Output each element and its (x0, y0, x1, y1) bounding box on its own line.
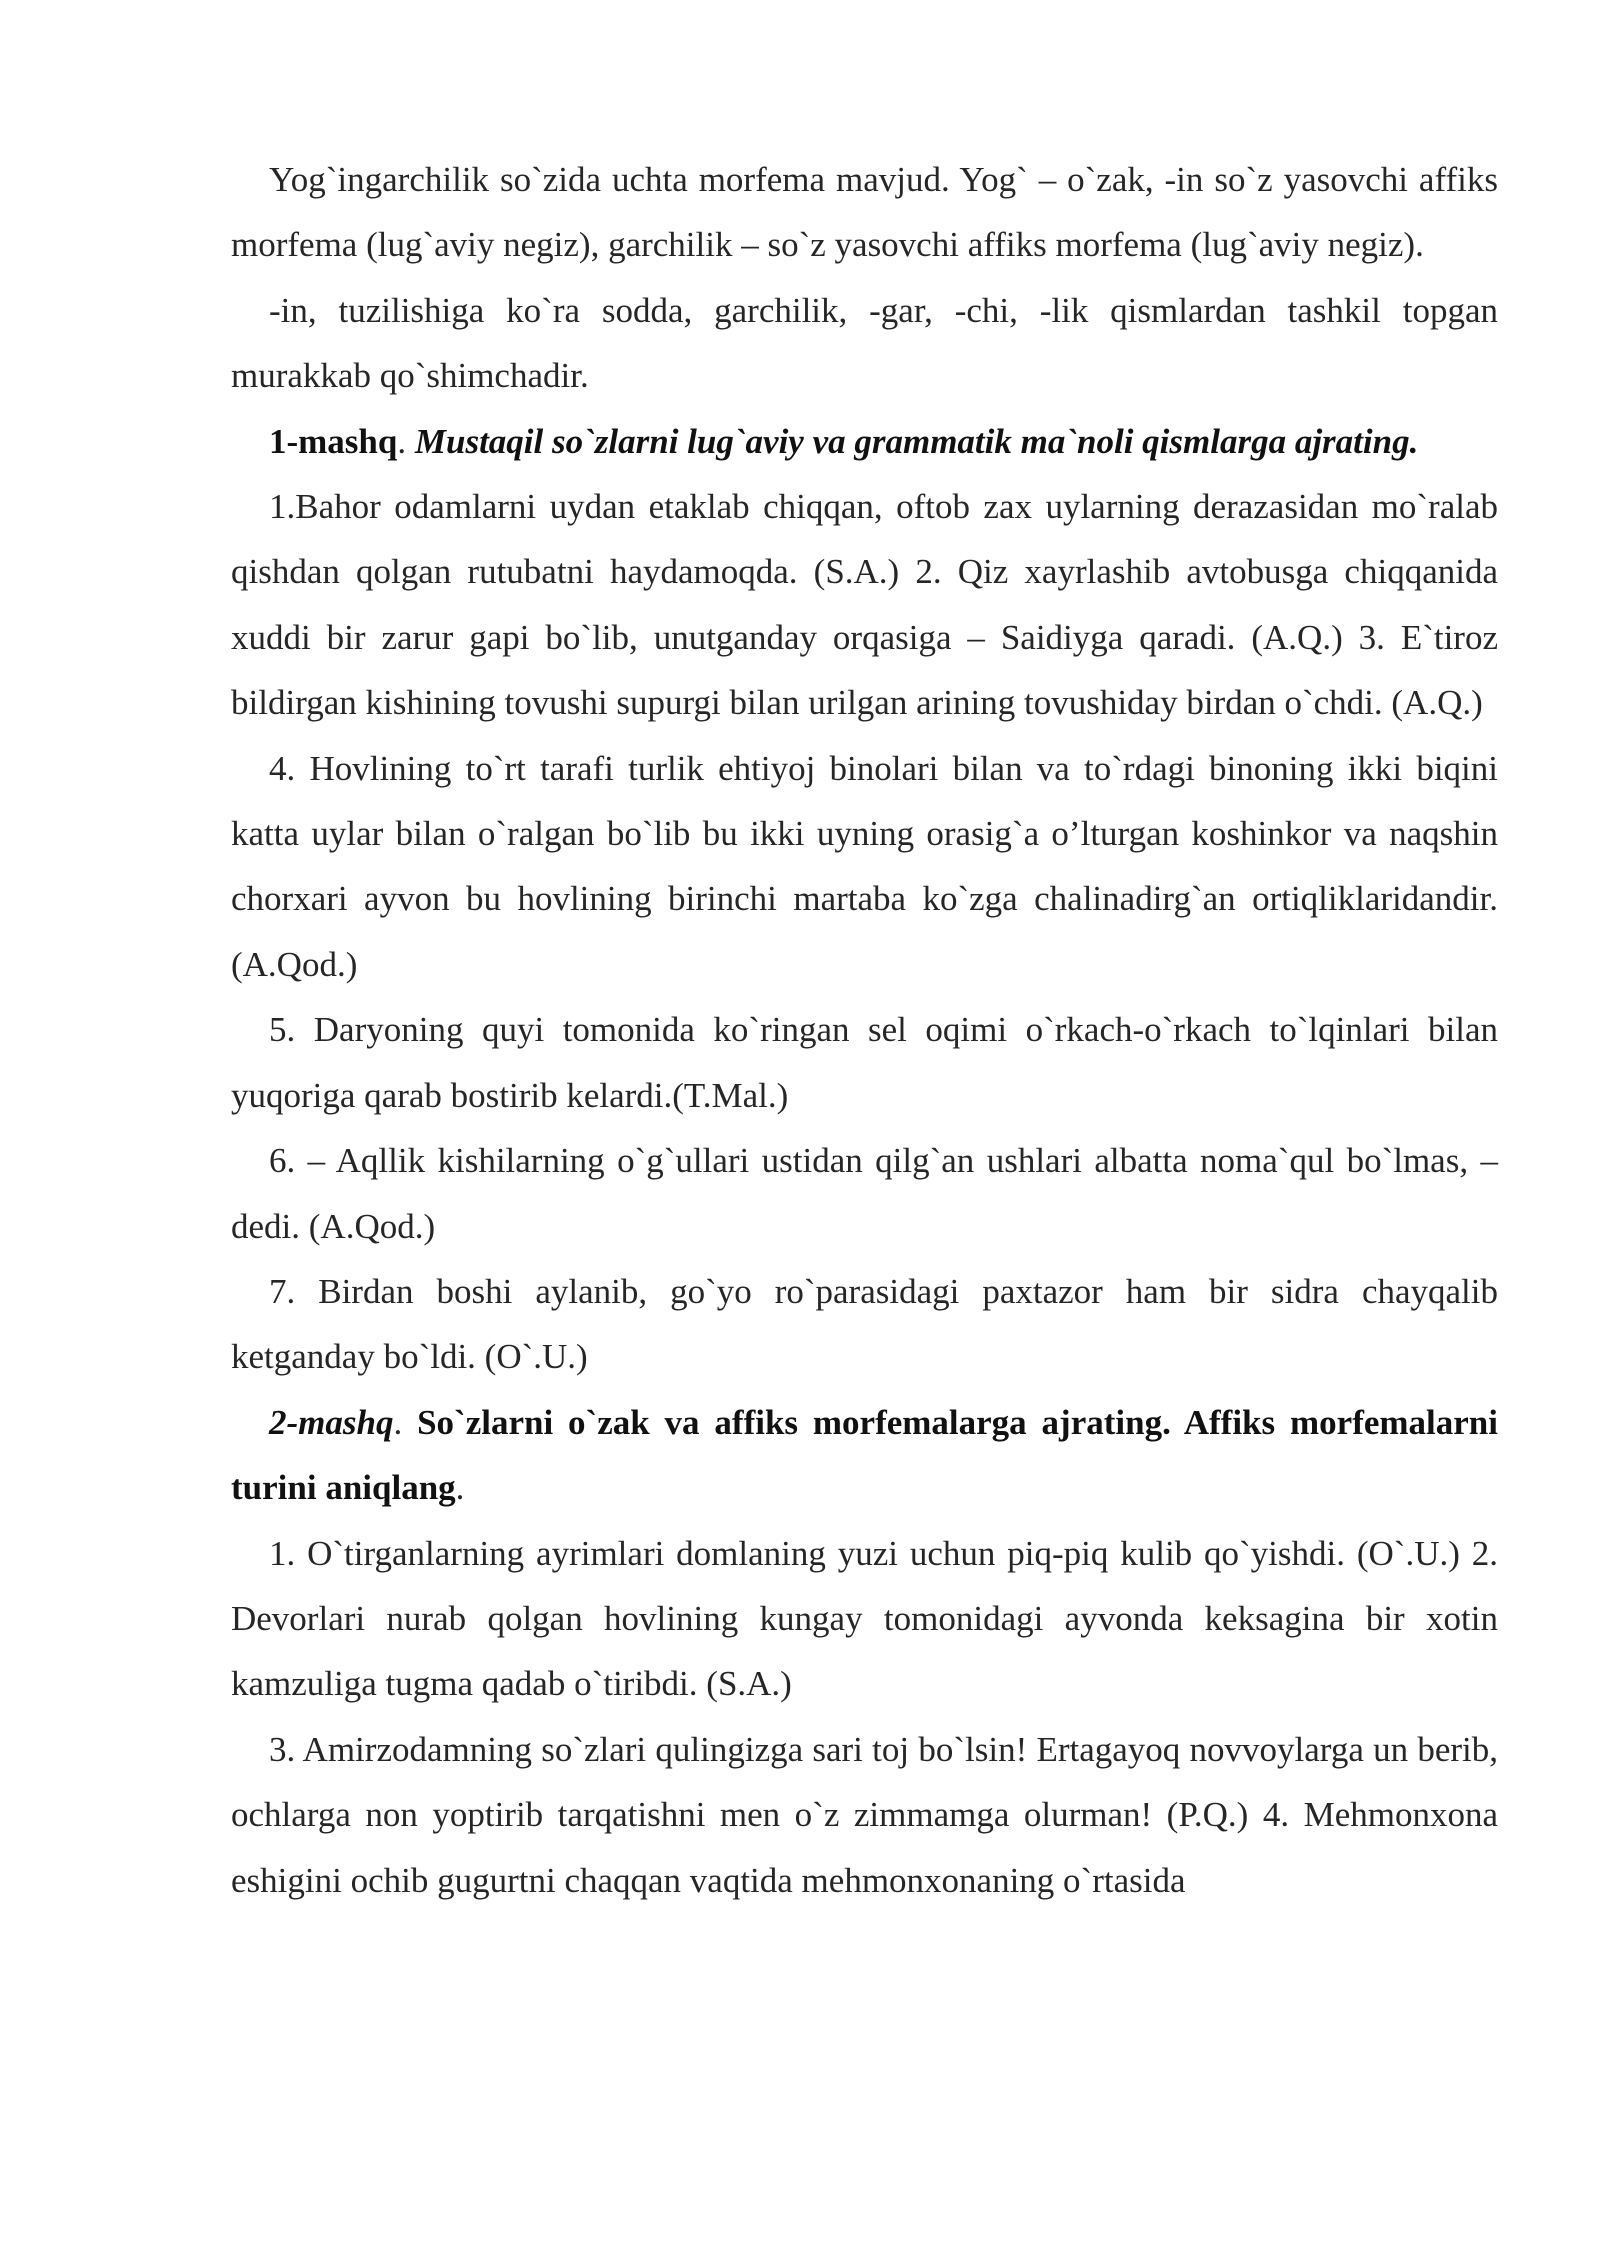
exercise-1-sentence-4: 4. Hovlining to`rt tarafi turlik ehtiyoj binolari bilan va to`rdagi binoning ikki biqini katta uylar bilan o`ralgan bo`lib bu ikki uyning orasig`a o’lturgan koshinkor va naqshin chorxari ayvon bu hovlining birinchi martaba ko`zga chalinadirg`an ortiqliklaridandir. (A.Qod.) (231, 748, 1498, 984)
exercise-1-separator: . (397, 421, 415, 461)
paragraph-morpheme-analysis: Yog`ingarchilik so`zida uchta morfema mavjud. Yog` – o`zak, -in so`z yasovchi affiks morfema (lug`aviy negiz), garchilik – so`z yasovchi affiks morfema (lug`aviy negiz). (231, 160, 1498, 265)
exercise-2-sentences-3-4: 3. Amirzodamning so`zlari qulingizga sari toj bo`lsin! Ertagayoq novvoylarga un berib, ochlarga non yoptirib tarqatishni men o`z zimmamga olurman! (P.Q.) 4. Mehmonxona eshigini ochib gugurtni chaqqan vaqtida mehmonxonaning o`rtasida (231, 1729, 1498, 1900)
exercise-1-sentence-7: 7. Birdan boshi aylanib, go`yo ro`parasidagi paxtazor ham bir sidra chayqalib ketganday bo`ldi. (O`.U.) (231, 1271, 1498, 1377)
exercise-2-separator: . (393, 1402, 418, 1442)
exercise-1-sentences-1-3: 1.Bahor odamlarni uydan etaklab chiqqan, oftob zax uylarning derazasidan mo`ralab qishdan qolgan rutubatni haydamoqda. (S.A.) 2. Qiz xayrlashib avtobusga chiqqanida xuddi bir zarur gapi bo`lib, unutganday orqasiga – Saidiyga qaradi. (A.Q.) 3. E`tiroz bildirgan kishining tovushi supurgi bilan urilgan arining tovushiday birdan o`chdi. (A.Q.) (231, 487, 1498, 723)
paragraph-suffix-structure: -in, tuzilishiga ko`ra sodda, garchilik, -gar, -chi, -lik qismlardan tashkil topgan murakkab qo`shimchadir. (231, 290, 1498, 396)
document-page (231, 147, 1498, 1913)
exercise-2-label: 2-mashq (269, 1402, 394, 1442)
exercise-1-heading (231, 409, 1498, 474)
exercise-1-label: 1-mashq (269, 421, 398, 461)
exercise-1-task: Mustaqil so`zlarni lug`aviy va grammatik ma`noli qismlarga ajrating. (414, 421, 1419, 461)
exercise-2-task: So`zlarni o`zak va affiks morfemalarga ajrating. Affiks morfemalarni turini aniqlang (231, 1402, 1498, 1508)
exercise-2-end: . (455, 1468, 465, 1508)
exercise-1-sentence-5: 5. Daryoning quyi tomonida ko`ringan sel oqimi o`rkach-o`rkach to`lqinlari bilan yuqoriga qarab bostirib kelardi.(T.Mal.) (231, 1010, 1498, 1115)
exercise-2-heading (231, 1390, 1498, 1521)
exercise-1-sentence-6: 6. – Aqllik kishilarning o`g`ullari ustidan qilg`an ushlari albatta noma`qul bo`lmas, – dedi. (A.Qod.) (231, 1141, 1498, 1246)
exercise-2-sentences-1-2: 1. O`tirganlarning ayrimlari domlaning yuzi uchun piq-piq kulib qo`yishdi. (O`.U.) 2. Devorlari nurab qolgan hovlining kungay tomonidagi ayvonda keksagina bir xotin kamzuliga tugma qadab o`tiribdi. (S.A.) (231, 1533, 1498, 1704)
